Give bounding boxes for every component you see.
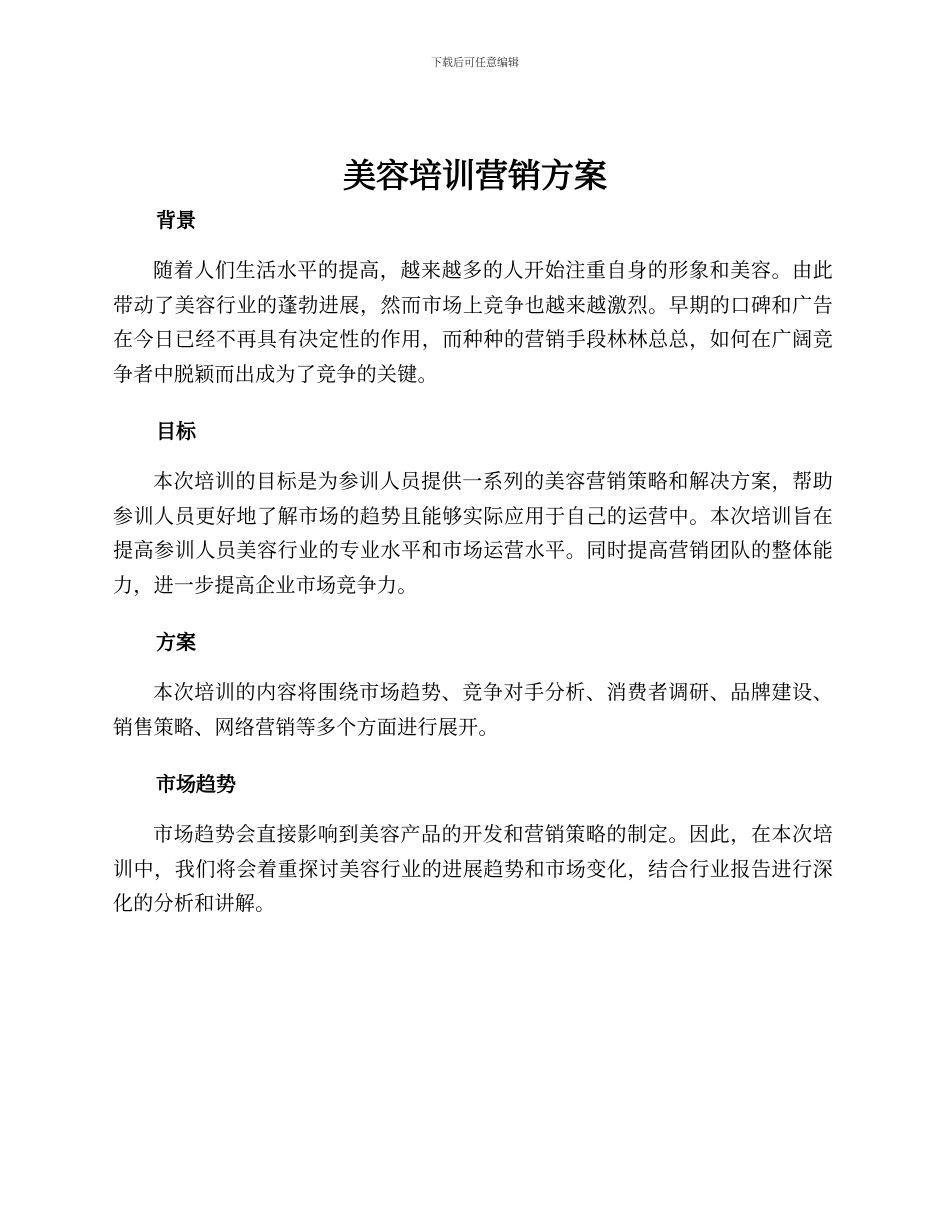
section-paragraph-goal: 本次培训的目标是为参训人员提供一系列的美容营销策略和解决方案，帮助参训人员更好地了解市场的趋势且能够实际应用于自己的运营中。本次培训旨在提高参训人员美容行业的专业水平和市场运营水平。同时提高营销团队的整体能力，进一步提高企业市场竞争力。 [113, 469, 833, 597]
section-market-trend [113, 769, 833, 921]
section-paragraph-market-trend: 市场趋势会直接影响到美容产品的开发和营销策略的制定。因此，在本次培训中，我们将会着重探讨美容行业的进展趋势和市场变化，结合行业报告进行深化的分析和讲解。 [113, 822, 833, 915]
header-note: 下载后可任意编辑 [431, 56, 519, 69]
section-heading-market-trend: 市场趋势 [156, 772, 236, 796]
section-heading-plan: 方案 [156, 630, 196, 654]
section-heading-background: 背景 [156, 208, 196, 232]
section-paragraph-background: 随着人们生活水平的提高，越来越多的人开始注重自身的形象和美容。由此带动了美容行业的蓬勃进展，然而市场上竞争也越来越激烈。早期的口碑和广告在今日已经不再具有决定性的作用，而种种的营销手段林林总总，如何在广阔竞争者中脱颖而出成为了竞争的关键。 [113, 258, 833, 386]
document-title: 美容培训营销方案 [343, 156, 607, 195]
section-paragraph-plan: 本次培训的内容将围绕市场趋势、竞争对手分析、消费者调研、品牌建设、销售策略、网络营销等多个方面进行展开。 [113, 680, 833, 739]
section-plan [113, 627, 833, 744]
section-heading-goal: 目标 [156, 419, 196, 443]
section-goal [113, 416, 833, 602]
section-background [113, 205, 833, 391]
document-body [113, 205, 833, 921]
